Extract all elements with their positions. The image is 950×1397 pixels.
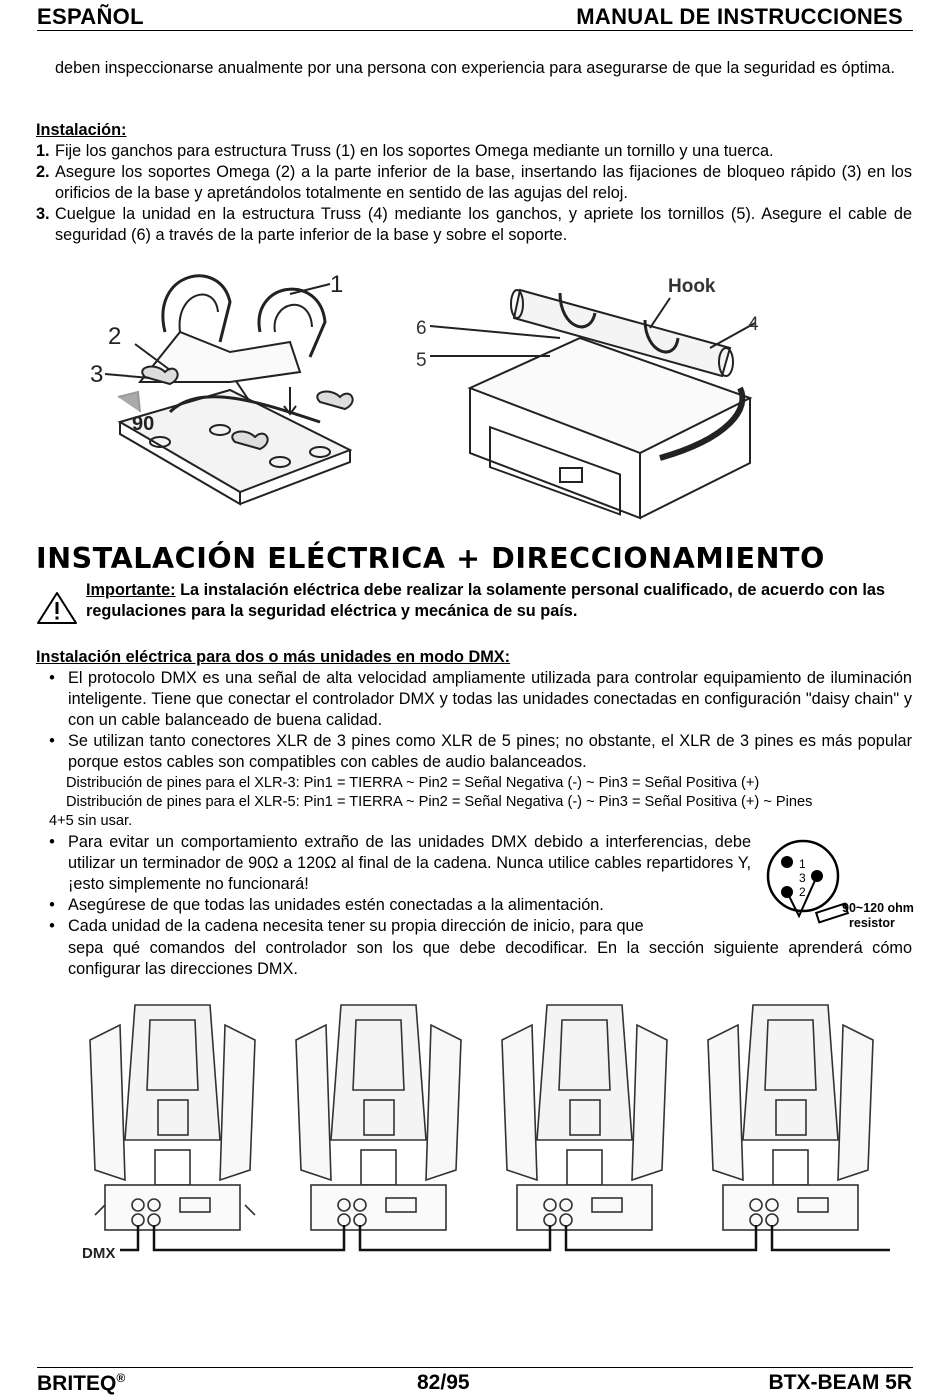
terminator-pin-2: 2 [799, 885, 806, 899]
installation-title: Instalación: [36, 121, 127, 139]
section-title: INSTALACIÓN ELÉCTRICA + DIRECCIONAMIENTO [36, 542, 825, 575]
dmx-title: Instalación eléctrica para dos o más unidades en modo DMX: [36, 648, 511, 666]
label-1: 1 [330, 271, 344, 298]
bullet-2: • Se utilizan tanto conectores XLR de 3 pines como XLR de 5 pines; no obstante, el XLR de 3 pines es más popular porque estos cables son compatibles con cables de audio balanceados. [36, 731, 912, 773]
installation-steps [36, 141, 912, 246]
terminator-label-1: 90~120 ohm [842, 901, 914, 915]
bullet-dot: • [49, 669, 55, 687]
label-hook: Hook [668, 276, 716, 297]
moving-head-2 [296, 1005, 461, 1230]
warning-icon [36, 590, 78, 626]
bullet-dot: • [49, 917, 55, 935]
bullet-1: • El protocolo DMX es una señal de alta velocidad ampliamente utilizada para controlar equipamiento de iluminación inteligente. Tiene que conectar el controlador DMX y todas las unidades conectadas en configuración "daisy chain" y con un cable balanceado de buena calidad. [36, 668, 912, 731]
page-header [37, 2, 913, 31]
footer-page: 82/95 [417, 1371, 470, 1394]
pins-xlr5-b: 4+5 sin usar. [49, 813, 133, 829]
dmx-bullets-b [36, 832, 751, 937]
label-2: 2 [108, 323, 122, 350]
pins-xlr5-a: Distribución de pines para el XLR-5: Pin1 = TIERRA ~ Pin2 = Señal Negativa (-) ~ Pin3 = Señal Positiva (+) ~ Pines [66, 794, 813, 810]
step-2: 2. Asegure los soportes Omega (2) a la parte inferior de la base, insertando las fijaciones de bloqueo rápido (3) en los orificios de la base y apretándolos totalmente en sentido de las agujas del reloj. [36, 163, 912, 202]
bullet-4: • Asegúrese de que todas las unidades estén conectadas a la alimentación. [36, 895, 751, 916]
bullet-5-continued: sepa qué comandos del controlador son los que debe decodificar. En la sección siguiente aprenderá cómo configurar las direcciones DMX. [68, 939, 912, 978]
footer-brand: BRITEQ [37, 1372, 117, 1395]
moving-head-4 [708, 1005, 873, 1230]
bullet-5: • Cada unidad de la cadena necesita tener su propia dirección de inicio, para que [36, 916, 751, 937]
bullet-dot: • [49, 732, 55, 750]
intro-paragraph: deben inspeccionarse anualmente por una persona con experiencia para asegurarse de que la seguridad es óptima. [55, 59, 895, 77]
footer-brand-block [37, 1371, 125, 1396]
label-3: 3 [90, 361, 104, 388]
moving-head-3 [502, 1005, 667, 1230]
xlr-terminator-icon [765, 838, 925, 933]
terminator-pin-3: 3 [799, 871, 806, 885]
terminator-pin-1: 1 [799, 857, 806, 871]
header-manual-title: MANUAL DE INSTRUCCIONES [576, 4, 903, 29]
terminator-label-2: resistor [849, 916, 895, 930]
header-language: ESPAÑOL [37, 4, 144, 29]
omega-bracket-figure [80, 262, 380, 522]
important-text: La instalación eléctrica debe realizar la solamente personal cualificado, de acuerdo con las regulaciones para la seguridad eléctrica y mecánica de su país. [86, 581, 885, 620]
label-6: 6 [416, 318, 427, 339]
step-3: 3. Cuelgue la unidad en la estructura Truss (4) mediante los ganchos, y apriete los tornillos (5). Asegure el cable de seguridad (6) a través de la parte inferior de la base y sobre el soporte. [36, 205, 912, 244]
dmx-chain-figure [80, 1000, 900, 1275]
footer-reg: ® [116, 1371, 126, 1385]
footer-model: BTX-BEAM 5R [768, 1371, 912, 1394]
bullet-dot: • [49, 896, 55, 914]
dmx-bullets-a [36, 668, 912, 773]
moving-head-1 [90, 1005, 255, 1230]
bullet-dot: • [49, 833, 55, 851]
dmx-label: DMX [82, 1245, 116, 1262]
truss-mount-figure [410, 268, 780, 523]
pins-xlr3: Distribución de pines para el XLR-3: Pin1 = TIERRA ~ Pin2 = Señal Negativa (-) ~ Pin3 = Señal Positiva (+) [66, 775, 760, 791]
label-5: 5 [416, 350, 427, 371]
step-1: 1. Fije los ganchos para estructura Truss (1) en los soportes Omega mediante un tornillo y una tuerca. [36, 142, 774, 160]
important-label: Importante: [86, 581, 176, 599]
important-note [86, 580, 912, 622]
label-90: 90 [132, 413, 155, 435]
bullet-3: • Para evitar un comportamiento extraño de las unidades DMX debido a interferencias, debe utilizar un terminador de 90Ω a 120Ω al final de la cadena. Nunca utilice cables repartidores Y, ¡esto simplemente no funcionará! [36, 832, 751, 895]
footer-rule [37, 1367, 913, 1368]
label-4: 4 [748, 314, 759, 335]
